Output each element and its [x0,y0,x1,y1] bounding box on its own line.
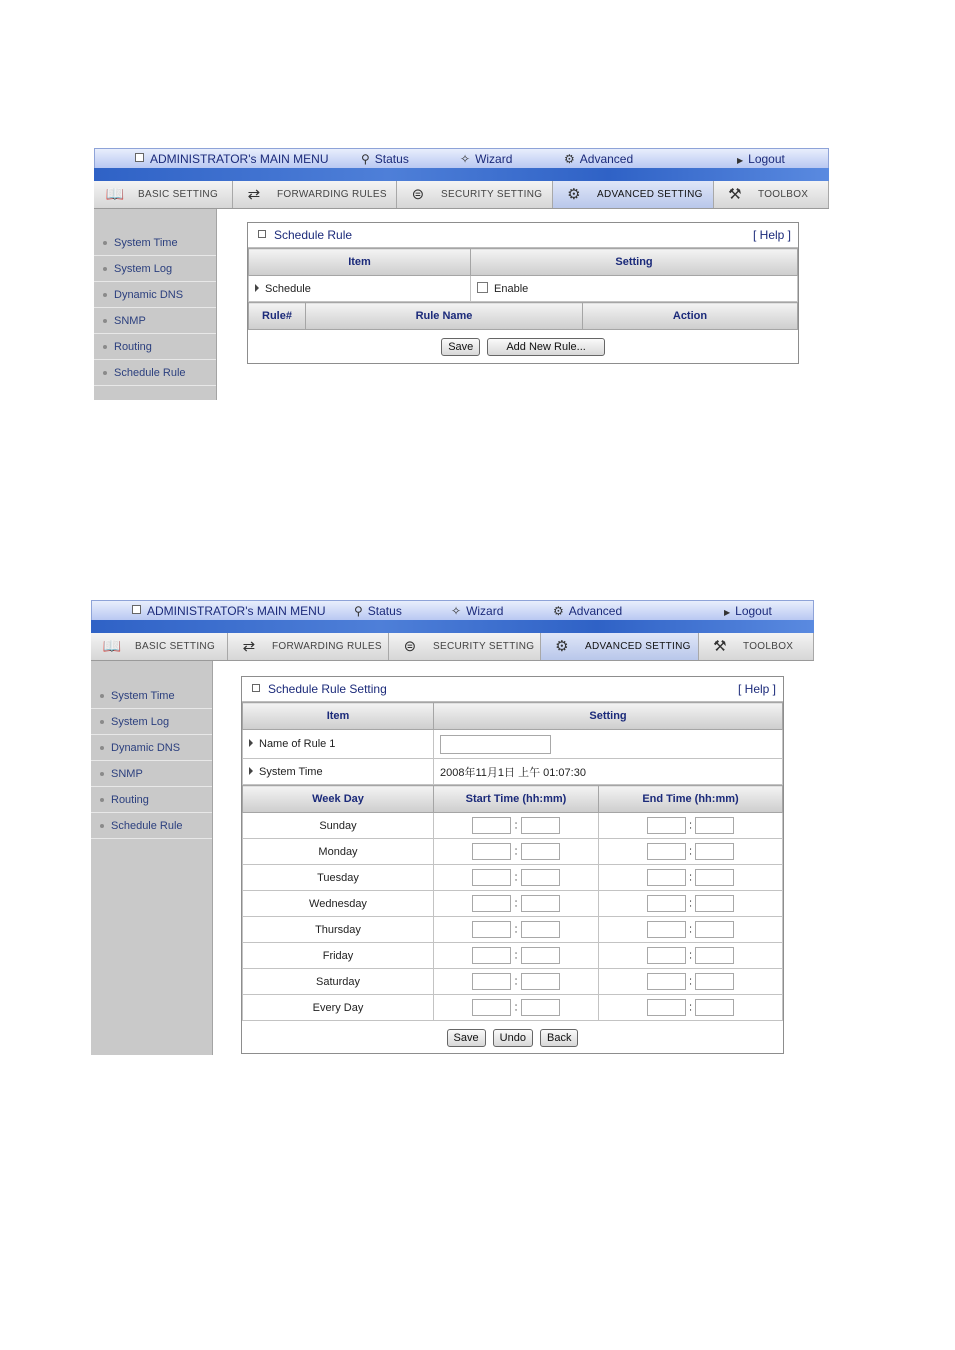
bullet-icon [100,772,104,776]
enable-cell: Enable [471,276,798,302]
start-hour-input[interactable] [472,973,511,990]
header-item: Item [243,703,434,730]
week-day-label: Sunday [243,813,434,839]
add-new-rule-button[interactable]: Add New Rule... [487,338,604,356]
book-icon: 📖 [102,637,122,655]
tab-bar [91,633,814,661]
book-icon: 📖 [105,185,125,203]
end-hour-input[interactable] [647,817,686,834]
triangle-icon [249,739,253,747]
time-separator: : [688,923,693,936]
tab-bar [94,181,829,209]
bullet-icon [103,345,107,349]
bullet-icon [103,371,107,375]
panel-title [242,677,783,702]
wizard-icon: ✧ [460,152,471,166]
start-hour-input[interactable] [472,947,511,964]
end-hour-input[interactable] [647,895,686,912]
tab-basic-setting[interactable]: 📖 BASIC SETTING [91,633,228,660]
sidebar-item-snmp[interactable]: SNMP [94,308,216,334]
wizard-link[interactable]: ✧ Wizard [460,152,513,166]
sidebar-item-system-time[interactable]: System Time [91,683,212,709]
end-time-cell [599,891,783,917]
start-minute-input[interactable] [521,947,560,964]
end-hour-input[interactable] [647,869,686,886]
gear-icon: ⚙ [555,637,569,655]
start-time-cell [434,917,599,943]
start-hour-input[interactable] [472,817,511,834]
schedule-rule-screen [94,148,829,400]
week-day-label: Every Day [243,995,434,1021]
advanced-icon: ⚙ [564,152,575,166]
table-row [243,891,783,917]
end-time-cell [599,917,783,943]
sidebar-item-schedule-rule[interactable]: Schedule Rule [91,813,212,839]
wizard-link[interactable]: ✧ Wizard [451,604,504,618]
end-hour-input[interactable] [647,843,686,860]
triangle-icon [249,767,253,775]
table-row [243,943,783,969]
weekday-table [242,785,783,1055]
start-minute-input[interactable] [521,817,560,834]
advanced-link[interactable]: ⚙ Advanced [564,152,634,166]
start-minute-input[interactable] [521,973,560,990]
help-link[interactable]: [ Help ] [737,682,776,696]
undo-button[interactable]: Undo [493,1029,533,1047]
tab-toolbox[interactable]: ⚒ TOOLBOX [714,181,829,208]
bullet-icon [103,319,107,323]
end-hour-input[interactable] [647,921,686,938]
tab-basic-setting[interactable]: 📖 BASIC SETTING [94,181,233,208]
end-minute-input[interactable] [695,843,734,860]
start-time-cell [434,943,599,969]
table-row [243,969,783,995]
header-stripe [94,168,829,181]
arrow-right-icon: ▶ [737,156,744,165]
week-day-label: Friday [243,943,434,969]
logout-link[interactable]: ▶ Logout [724,604,772,618]
header-rule-name: Rule Name [306,303,583,330]
table-row [243,839,783,865]
person-icon: ⚲ [361,152,370,166]
time-separator: : [688,949,693,962]
rule-name-input[interactable] [440,735,551,754]
sidebar-item-snmp[interactable]: SNMP [91,761,212,787]
end-time-cell [599,969,783,995]
start-hour-input[interactable] [472,869,511,886]
week-day-label: Wednesday [243,891,434,917]
time-separator: : [514,871,518,884]
help-link[interactable]: [ Help ] [752,228,791,242]
end-time-cell [599,995,783,1021]
end-minute-input[interactable] [695,999,734,1016]
schedule-rule-setting-panel [241,676,784,1054]
end-time-cell [599,865,783,891]
system-time-value: 2008年11月1日 上午 01:07:30 [434,759,783,785]
week-day-label: Monday [243,839,434,865]
bullet-icon [100,720,104,724]
time-separator: : [514,923,518,936]
triangle-icon [255,284,259,292]
start-hour-input[interactable] [472,999,511,1016]
start-minute-input[interactable] [521,921,560,938]
end-minute-input[interactable] [695,973,734,990]
header-stripe [91,620,814,633]
arrows-icon: ⇄ [247,185,261,203]
menu-square-icon [132,605,141,614]
schedule-rule-setting-screen [91,600,814,1055]
start-time-cell [434,891,599,917]
table-row [243,917,783,943]
rule-info-table [242,702,783,785]
end-minute-input[interactable] [695,869,734,886]
end-hour-input[interactable] [647,947,686,964]
person-icon: ⚲ [354,604,363,618]
week-day-label: Saturday [243,969,434,995]
advanced-link[interactable]: ⚙ Advanced [553,604,623,618]
start-minute-input[interactable] [521,843,560,860]
end-hour-input[interactable] [647,973,686,990]
time-separator: : [514,845,518,858]
sidebar-item-schedule-rule[interactable]: Schedule Rule [94,360,216,386]
header-week-day: Week Day [243,786,434,813]
start-hour-input[interactable] [472,921,511,938]
bullet-icon [103,267,107,271]
sidebar [91,661,213,1055]
weekday-rows [243,813,783,1021]
toolbox-icon: ⚒ [713,637,727,655]
time-separator: : [688,871,693,884]
page-title: Schedule Rule Setting [268,682,387,696]
start-time-cell [434,865,599,891]
end-hour-input[interactable] [647,999,686,1016]
start-time-cell [434,969,599,995]
bullet-icon [103,293,107,297]
sidebar-item-system-log[interactable]: System Log [94,256,216,282]
time-separator: : [688,1001,693,1014]
header-start-time: Start Time (hh:mm) [434,786,599,813]
button-row [249,330,798,364]
end-minute-input[interactable] [695,895,734,912]
time-separator: : [514,949,518,962]
lock-icon: ⊜ [411,185,425,203]
bullet-icon [100,746,104,750]
rule-name-label-cell: Name of Rule 1 [243,730,434,759]
sidebar-item-routing[interactable]: Routing [91,787,212,813]
start-minute-input[interactable] [521,895,560,912]
menu-square-icon [135,153,144,162]
advanced-icon: ⚙ [553,604,564,618]
panel-title [248,223,798,248]
title-square-icon [252,684,260,692]
table-row [243,995,783,1021]
bullet-icon [100,824,104,828]
start-hour-input[interactable] [472,895,511,912]
end-time-cell [599,813,783,839]
title-square-icon [258,230,266,238]
header-setting: Setting [434,703,783,730]
tab-advanced-setting[interactable]: ⚙ ADVANCED SETTING [553,181,714,208]
start-minute-input[interactable] [521,999,560,1016]
tab-advanced-setting[interactable]: ⚙ ADVANCED SETTING [541,633,699,660]
status-link[interactable]: ⚲ Status [354,604,402,618]
time-separator: : [514,897,518,910]
table-row [243,813,783,839]
tab-security-setting[interactable]: ⊜ SECURITY SETTING [397,181,553,208]
save-button[interactable]: Save [441,338,480,356]
header-action: Action [583,303,798,330]
time-separator: : [688,897,693,910]
week-day-label: Thursday [243,917,434,943]
end-minute-input[interactable] [695,921,734,938]
sidebar-item-routing[interactable]: Routing [94,334,216,360]
start-time-cell [434,813,599,839]
header-rule-number: Rule# [249,303,306,330]
time-separator: : [688,819,693,832]
start-time-cell [434,995,599,1021]
start-hour-input[interactable] [472,843,511,860]
sidebar-item-dynamic-dns[interactable]: Dynamic DNS [94,282,216,308]
time-separator: : [688,845,693,858]
schedule-label-cell: Schedule [249,276,471,302]
time-separator: : [514,1001,518,1014]
lock-icon: ⊜ [403,637,417,655]
start-time-cell [434,839,599,865]
tab-security-setting[interactable]: ⊜ SECURITY SETTING [389,633,541,660]
end-time-cell [599,839,783,865]
rules-table [248,302,798,363]
button-row [243,1021,783,1056]
time-separator: : [514,975,518,988]
end-time-cell [599,943,783,969]
page-title: Schedule Rule [274,228,353,242]
arrows-icon: ⇄ [242,637,256,655]
toolbox-icon: ⚒ [728,185,742,203]
rule-name-cell [434,730,783,759]
time-separator: : [688,975,693,988]
logout-link[interactable]: ▶ Logout [737,152,785,166]
end-minute-input[interactable] [695,947,734,964]
enable-checkbox[interactable] [477,282,488,293]
save-button[interactable]: Save [447,1029,486,1047]
header-end-time: End Time (hh:mm) [599,786,783,813]
system-time-label-cell: System Time [243,759,434,785]
week-day-label: Tuesday [243,865,434,891]
bullet-icon [103,241,107,245]
sidebar-item-system-log[interactable]: System Log [91,709,212,735]
wizard-icon: ✧ [451,604,462,618]
bullet-icon [100,798,104,802]
sidebar-item-dynamic-dns[interactable]: Dynamic DNS [91,735,212,761]
back-button[interactable]: Back [540,1029,578,1047]
gear-icon: ⚙ [567,185,581,203]
tab-toolbox[interactable]: ⚒ TOOLBOX [699,633,814,660]
sidebar [94,209,217,400]
bullet-icon [100,694,104,698]
start-minute-input[interactable] [521,869,560,886]
end-minute-input[interactable] [695,817,734,834]
status-link[interactable]: ⚲ Status [361,152,409,166]
schedule-table [248,248,798,302]
sidebar-item-system-time[interactable]: System Time [94,230,216,256]
header-setting: Setting [471,249,798,276]
main-menu-bar [94,148,829,168]
table-row [243,865,783,891]
time-separator: : [514,819,518,832]
admin-main-menu[interactable]: ADMINISTRATOR's MAIN MENU [135,152,329,166]
tab-forwarding-rules[interactable]: ⇄ FORWARDING RULES [228,633,389,660]
header-item: Item [249,249,471,276]
main-menu-bar [91,600,814,620]
arrow-right-icon: ▶ [724,608,731,617]
schedule-rule-panel [247,222,799,364]
tab-forwarding-rules[interactable]: ⇄ FORWARDING RULES [233,181,397,208]
admin-main-menu[interactable]: ADMINISTRATOR's MAIN MENU [132,604,326,618]
